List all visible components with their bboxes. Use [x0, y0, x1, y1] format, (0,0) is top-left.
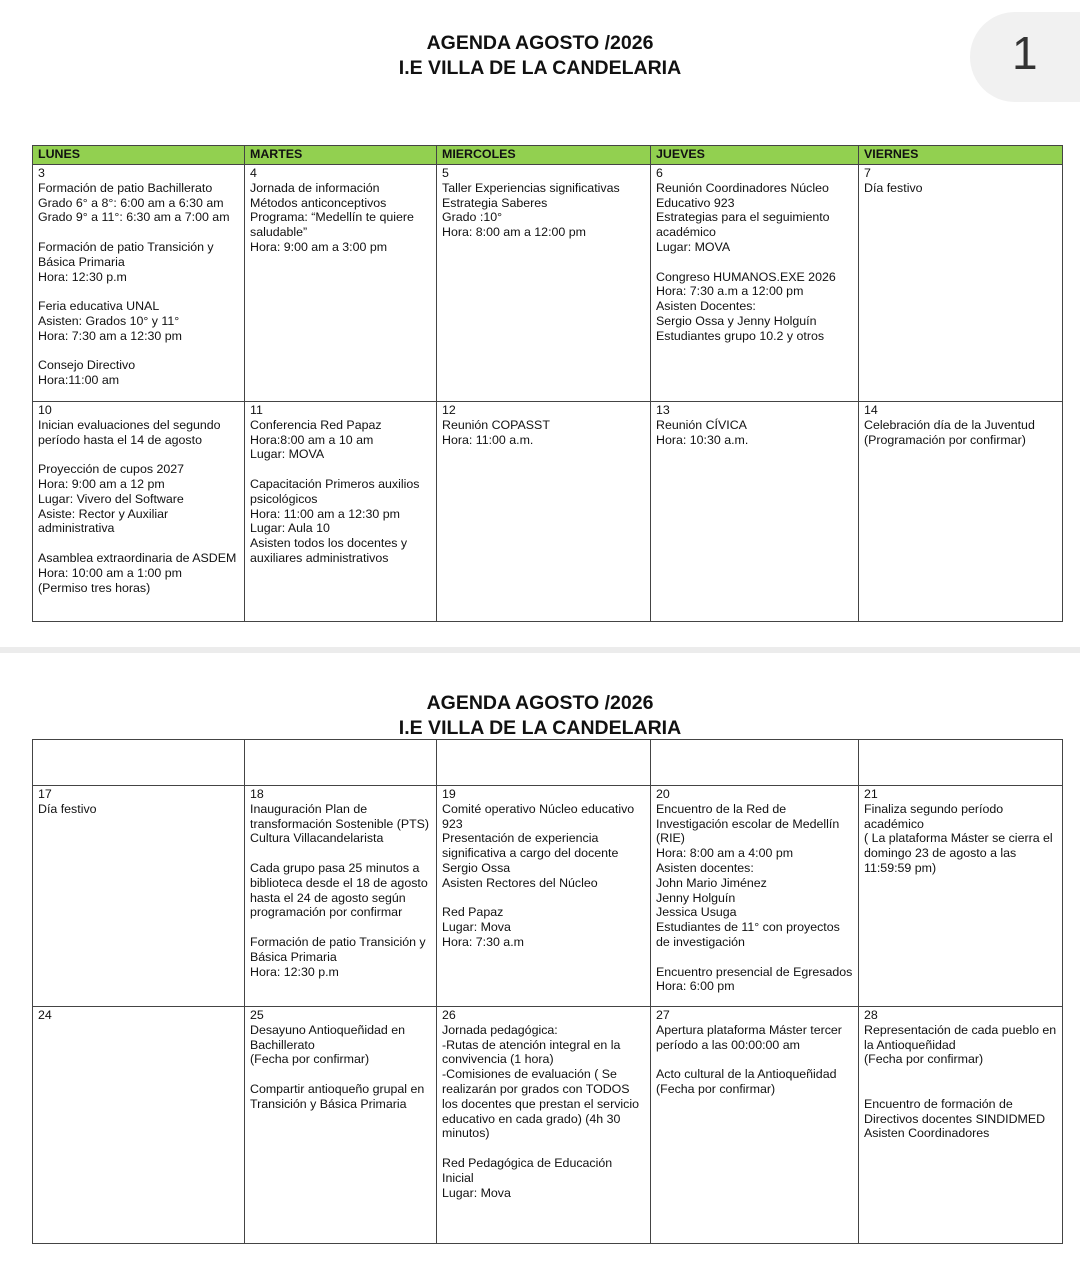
- day-events: Comité operativo Núcleo educativo 923 Presentación de experiencia significativa a cargo del docente Sergio Ossa Asisten Rectores del Núcleo Red Papaz Lugar: Mova Hora: 7:30 a.m: [442, 801, 635, 949]
- day-events: Jornada pedagógica: -Rutas de atención integral en la convivencia (1 hora) -Comisiones de evaluación ( Se realizarán por grados con TODOS los docentes que prestan el servicio educativo en cada grado) (4h 30 minutos) Red Pedagógica de Educación Inicial Lugar: Mova: [442, 1022, 639, 1200]
- day-number: 25: [250, 1008, 264, 1022]
- blank-header-cell: [651, 740, 859, 786]
- day-cell: [437, 165, 651, 402]
- day-cell: [437, 1007, 651, 1244]
- day-number: 18: [250, 787, 264, 801]
- page-subtitle: I.E VILLA DE LA CANDELARIA: [398, 57, 682, 79]
- blank-header-cell: [859, 740, 1063, 786]
- day-events: Día festivo: [864, 180, 923, 195]
- page-divider: [0, 647, 1080, 653]
- day-events: Reunión COPASST Hora: 11:00 a.m.: [442, 417, 550, 447]
- day-cell: [437, 786, 651, 1007]
- day-cell: [859, 165, 1063, 402]
- day-number: 5: [442, 166, 449, 180]
- page-title: AGENDA AGOSTO /2026: [426, 32, 654, 54]
- day-events: Inauguración Plan de transformación Sostenible (PTS) Cultura Villacandelarista Cada grupo pasa 25 minutos a biblioteca desde el 18 de agosto hasta el 24 de agosto según programación por confirmar Formación de patio Transición y Básica Primaria Hora: 12:30 p.m: [250, 801, 430, 979]
- day-events: Apertura plataforma Máster tercer período a las 00:00:00 am Acto cultural de la Antioqueñidad (Fecha por confirmar): [656, 1022, 842, 1096]
- day-cell: [33, 165, 245, 402]
- page-title: AGENDA AGOSTO /2026: [426, 692, 654, 714]
- day-events: Inician evaluaciones del segundo período hasta el 14 de agosto Proyección de cupos 2027 Hora: 9:00 am a 12 pm Lugar: Vivero del Software Asiste: Rector y Auxiliar administrativa Asamblea extraordinaria de ASDEM Hora: 10:00 am a 1:00 pm (Permiso tres horas): [38, 417, 237, 595]
- day-cell: [859, 402, 1063, 622]
- blank-header-cell: [437, 740, 651, 786]
- day-cell: [245, 786, 437, 1007]
- weekday-header: LUNES: [33, 146, 245, 165]
- day-number: 20: [656, 787, 670, 801]
- day-cell: [245, 1007, 437, 1244]
- agenda-table-page2: [32, 739, 1063, 1244]
- weekday-header: JUEVES: [651, 146, 859, 165]
- day-events: Representación de cada pueblo en la Antioqueñidad (Fecha por confirmar) Encuentro de formación de Directivos docentes SINDIDMED Asisten Coordinadores: [864, 1022, 1057, 1141]
- day-events: Desayuno Antioqueñidad en Bachillerato (Fecha por confirmar) Compartir antioqueño grupal en Transición y Básica Primaria: [250, 1022, 425, 1111]
- weekday-header: MIERCOLES: [437, 146, 651, 165]
- day-number: 21: [864, 787, 878, 801]
- day-number: 12: [442, 403, 456, 417]
- day-number: 17: [38, 787, 52, 801]
- day-events: Reunión Coordinadores Núcleo Educativo 923 Estrategias para el seguimiento académico Lugar: MOVA Congreso HUMANOS.EXE 2026 Hora: 7:30 a.m a 12:00 pm Asisten Docentes: Sergio Ossa y Jenny Holguín Estudiantes grupo 10.2 y otros: [656, 180, 836, 343]
- agenda-title-block-2: [0, 691, 1080, 741]
- day-cell: [651, 165, 859, 402]
- week-row: [33, 786, 1063, 1007]
- day-number: 27: [656, 1008, 670, 1022]
- day-events: Encuentro de la Red de Investigación escolar de Medellín (RIE) Hora: 8:00 am a 4:00 pm Asisten docentes: John Mario Jiménez Jenny Holguín Jessica Usuga Estudiantes de 11° con proyectos de investigación Encuentro presencial de Egresados Hora: 6:00 pm: [656, 801, 853, 994]
- day-number: 19: [442, 787, 456, 801]
- day-events: Conferencia Red Papaz Hora:8:00 am a 10 am Lugar: MOVA Capacitación Primeros auxilios psicológicos Hora: 11:00 am a 12:30 pm Lugar: Aula 10 Asisten todos los docentes y auxiliares administrativos: [250, 417, 420, 565]
- day-cell: [33, 786, 245, 1007]
- agenda-table-page1: [32, 145, 1063, 622]
- day-events: Celebración día de la Juventud (Programación por confirmar): [864, 417, 1035, 447]
- blank-header-cell: [245, 740, 437, 786]
- day-number: 4: [250, 166, 257, 180]
- blank-header-cell: [33, 740, 245, 786]
- day-cell: [33, 402, 245, 622]
- weekday-header: VIERNES: [859, 146, 1063, 165]
- day-number: 14: [864, 403, 878, 417]
- day-cell: [859, 786, 1063, 1007]
- day-number: 10: [38, 403, 52, 417]
- day-cell: [245, 402, 437, 622]
- weekday-header-row: [33, 146, 1063, 165]
- day-cell: [651, 1007, 859, 1244]
- day-number: 7: [864, 166, 871, 180]
- day-cell: [33, 1007, 245, 1244]
- day-events: Formación de patio Bachillerato Grado 6° a 8°: 6:00 am a 6:30 am Grado 9° a 11°: 6:30 am a 7:00 am Formación de patio Transición y Básica Primaria Hora: 12:30 p.m Feria educativa UNAL Asisten: Grados 10° y 11° Hora: 7:30 am a 12:30 pm Consejo Directivo Hora:11:00 am: [38, 180, 230, 388]
- day-number: 26: [442, 1008, 456, 1022]
- week-row: [33, 165, 1063, 402]
- page-subtitle: I.E VILLA DE LA CANDELARIA: [398, 717, 682, 739]
- day-events: Jornada de información Métodos anticonceptivos Programa: “Medellín te quiere saludable” Hora: 9:00 am a 3:00 pm: [250, 180, 414, 254]
- blank-header-row: [33, 740, 1063, 786]
- day-number: 3: [38, 166, 45, 180]
- day-cell: [245, 165, 437, 402]
- day-number: 11: [250, 403, 263, 417]
- day-events: Día festivo: [38, 801, 97, 816]
- day-cell: [859, 1007, 1063, 1244]
- day-number: 28: [864, 1008, 878, 1022]
- day-events: Finaliza segundo período académico ( La plataforma Máster se cierra el domingo 23 de agosto a las 11:59:59 pm): [864, 801, 1053, 875]
- agenda-title-block: [0, 31, 1080, 81]
- week-row: [33, 1007, 1063, 1244]
- day-cell: [437, 402, 651, 622]
- day-number: 13: [656, 403, 670, 417]
- week-row: [33, 402, 1063, 622]
- day-events: Taller Experiencias significativas Estrategia Saberes Grado :10° Hora: 8:00 am a 12:00 pm: [442, 180, 620, 240]
- weekday-header: MARTES: [245, 146, 437, 165]
- day-number: 24: [38, 1008, 52, 1022]
- day-cell: [651, 786, 859, 1007]
- day-events: Reunión CÍVICA Hora: 10:30 a.m.: [656, 417, 749, 447]
- day-cell: [651, 402, 859, 622]
- day-number: 6: [656, 166, 663, 180]
- page-number: 1: [1012, 27, 1038, 79]
